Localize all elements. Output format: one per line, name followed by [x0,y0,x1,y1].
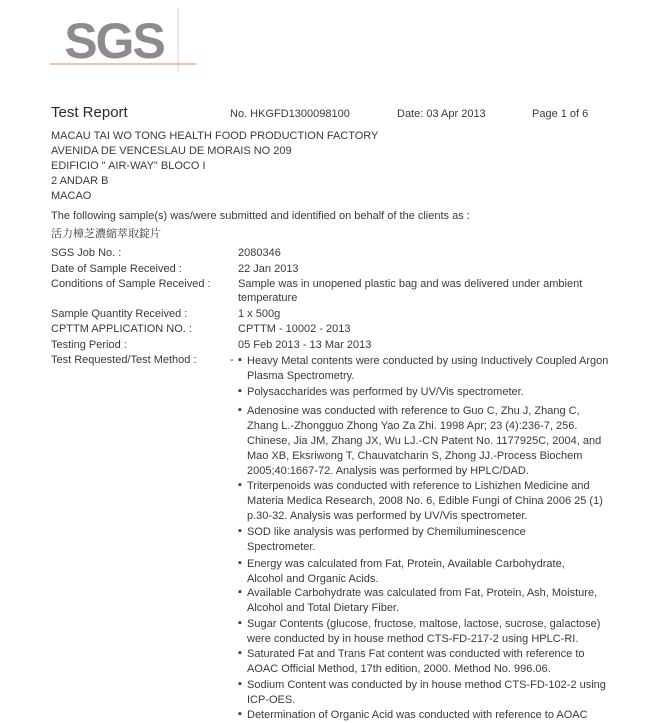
quantity-label: Sample Quantity Received : [51,308,188,320]
bullet-marker: ▪ [238,557,242,569]
cpttm-label: CPTTM APPLICATION NO. : [51,323,192,335]
client-address-line: 2 ANDAR B [51,175,109,187]
method-item: Polysaccharides was performed by UV/Vis spectrometer. [247,386,524,398]
method-item: Energy was calculated from Fat, Protein, Available Carbohydrate, Alcohol and Organic Acids. [247,558,565,585]
testing-period-value: 05 Feb 2013 - 13 Mar 2013 [238,339,372,351]
testing-period-label: Testing Period : [51,339,127,351]
bullet-marker: ▪ [238,385,242,397]
bullet-marker: ▪ [238,708,242,720]
method-item: Determination of Organic Acid was conducted with reference to AOAC [247,709,588,721]
bullet-marker: ▪ [238,525,242,537]
method-item: Sugar Contents (glucose, fructose, maltose, lactose, sucrose, galactose) were conducted by in house method CTS-FD-217-2 using HPLC-RI. [247,618,601,645]
bullet-marker: ▪ [238,404,242,416]
report-date: Date: 03 Apr 2013 [397,108,486,120]
intro-text: The following sample(s) was/were submitted and identified on behalf of the clients as : [51,210,470,222]
client-address-line: MACAO [51,190,92,202]
conditions-value-cont: temperature [238,292,298,304]
quantity-value: 1 x 500g [238,308,281,320]
method-item: Triterpenoids was conducted with reference to Lishizhen Medicine and Materia Medica Research, 2008 No. 6, Edible Fungi of China 2006 25 (1) p.30-32. Analysis was performed by UV/Vis spectrometer. [247,480,603,522]
report-number: No. HKGFD1300098100 [230,108,350,120]
bullet-marker: ▪ [238,586,242,598]
test-method-label: Test Requested/Test Method : [51,354,197,366]
date-received-value: 22 Jan 2013 [238,263,299,275]
dash-marker: - [230,354,234,366]
report-title: Test Report [51,104,128,121]
cpttm-value: CPTTM - 10002 - 2013 [238,323,351,335]
date-received-label: Date of Sample Received : [51,263,182,275]
client-address-line: AVENIDA DE VENCESLAU DE MORAIS NO 209 [51,145,292,157]
page-indicator: Page 1 of 6 [532,108,589,120]
job-no-value: 2080346 [238,247,281,259]
sample-name: 活力樟芝濃縮萃取錠片 [51,228,161,240]
bullet-marker: ▪ [238,678,242,690]
method-item: Adenosine was conducted with reference to Guo C, Zhu J, Zhang C, Zhang L.-Zhongguo Zhong Yao Za Zhi. 1998 Apr; 23 (4):236-7, 256. Chinese, Jia JM, Zhang JX, Wu LJ.-CN Patent No. 1177925C, 2004, and Mao XB, Eksriwong T, Chauvatcharin S, Zhong JJ.-Process Biochem 2005;40:1667-72. Analysis was performed by HPLC/DAD. [247,405,602,477]
client-address-line: EDIFICIO " AIR-WAY" BLOCO I [51,160,206,172]
method-item: SOD like analysis was performed by Chemiluminescence Spectrometer. [247,526,526,553]
bullet-marker: ▪ [238,617,242,629]
conditions-label: Conditions of Sample Received : [51,278,211,290]
bullet-marker: ▪ [238,479,242,491]
bullet-marker: ▪ [238,354,242,366]
conditions-value: Sample was in unopened plastic bag and was delivered under ambient [238,278,583,290]
method-item: Available Carbohydrate was calculated from Fat, Protein, Ash, Moisture, Alcohol and Total Dietary Fiber. [247,587,598,614]
bullet-marker: ▪ [238,647,242,659]
client-name: MACAU TAI WO TONG HEALTH FOOD PRODUCTION FACTORY [51,130,379,142]
sgs-logo-text: SGS [64,13,164,69]
method-item: Heavy Metal contents were conducted by using Inductively Coupled Argon Plasma Spectrometry. [247,355,609,382]
job-no-label: SGS Job No. : [51,247,122,259]
method-item: Saturated Fat and Trans Fat content was conducted with reference to AOAC Official Method, 17th edition, 2000. Method No. 996.06. [247,648,585,675]
sgs-logo [50,6,196,76]
sgs-logo-graphic [50,6,196,76]
method-item: Sodium Content was conducted by in house method CTS-FD-102-2 using ICP-OES. [247,679,606,706]
